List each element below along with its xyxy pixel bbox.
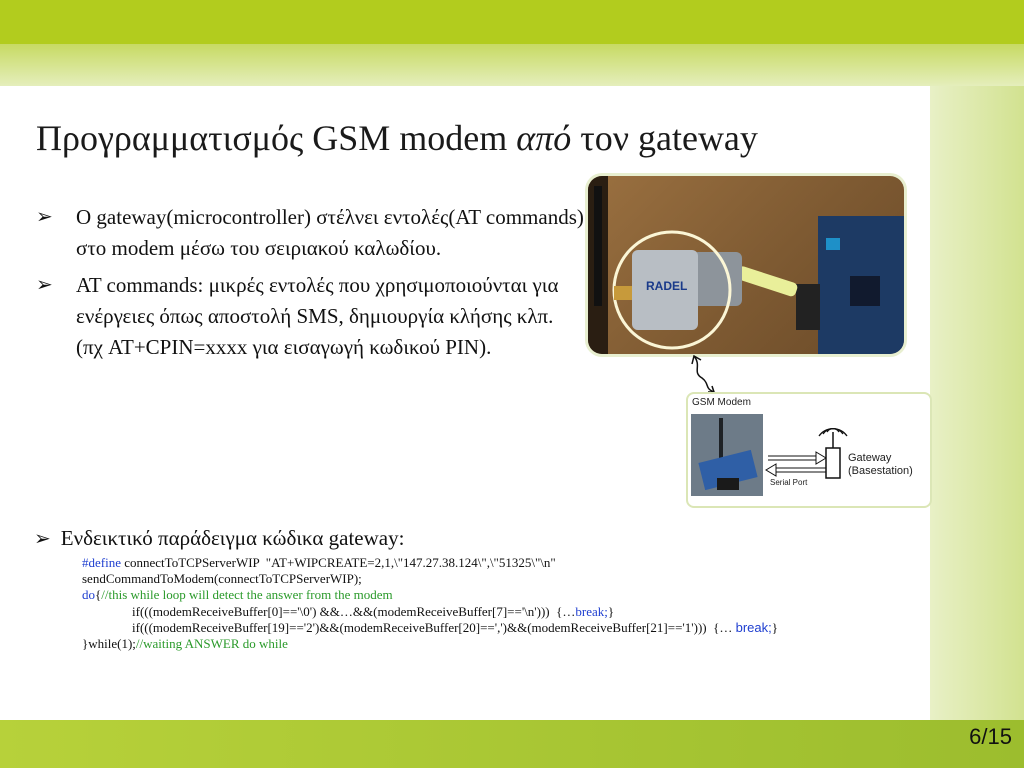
arrow-bullet-icon: ➢ [34,528,51,550]
code-line [82,571,778,587]
bullet-list [36,202,584,369]
side-band [930,86,1024,720]
title-end: τον gateway [580,118,758,158]
code-comment: //waiting ANSWER do while [135,636,288,652]
page-number: 6/15 [969,724,1012,749]
header-fade [0,44,1024,88]
code-text: sendCommandToModem(connectToTCPServerWIP); [82,571,362,587]
example-heading [34,526,404,551]
code-comment: //this while loop will detect the answer from the modem [101,587,393,603]
code-text: }while(1); [82,636,136,652]
code-text: if(((modemReceiveBuffer[0]=='\0') &&…&&(modemReceiveBuffer[7]=='\n'))) {… [132,603,576,619]
code-keyword: #define [82,555,121,570]
code-text: connectToTCPServerWIP "AT+WIPCREATE=2,1,\"147.27.38.124\",\"51325\"\n" [120,555,556,570]
title-main: Προγραμματισμός GSM modem [36,118,508,158]
code-text: } [607,603,615,619]
gsm-diagram [686,392,932,508]
gateway-label-line1: Gateway [848,452,892,464]
serial-port-label: Serial Port [770,478,808,487]
hardware-photo [588,176,904,354]
code-keyword: do [82,587,95,603]
connector-arrow-icon [690,354,730,396]
title-italic: από [516,118,572,158]
arrow-bullet-icon: ➢ [36,274,53,296]
gateway-label [848,452,913,478]
code-text: } [771,619,778,635]
diagram-title: GSM Modem [692,397,751,408]
code-text: { [95,587,102,603]
footer-band [0,720,1024,768]
diagram-lines [688,394,930,506]
radel-label: RADEL [646,279,688,293]
code-block [82,555,778,652]
bullet-item [36,270,584,363]
example-heading-text: Ενδεικτικό παράδειγμα κώδικα gateway: [60,526,405,550]
code-line [82,620,778,636]
gateway-label-line2: (Basestation) [848,465,913,477]
hardware-photo-drawing [588,176,904,354]
code-line [82,587,778,603]
code-line [82,636,778,652]
code-line [82,555,778,571]
bullet-text: Ο gateway(microcontroller) στέλνει εντολές(AT commands) στο modem μέσω του σειριακού καλωδίου. [76,205,584,260]
code-keyword: break; [575,603,608,619]
arrow-bullet-icon: ➢ [36,206,53,228]
code-line [82,604,778,620]
code-keyword: break; [735,619,772,635]
bullet-text: AT commands: μικρές εντολές που χρησιμοποιούνται για ενέργειες όπως αποστολή SMS, δημιουργία κλήσης κλπ. (πχ AT+CPIN=xxxx για εισαγωγή κωδικού PIN). [76,273,559,359]
slide-title [36,117,758,159]
header-band [0,0,1024,44]
bullet-item [36,202,584,264]
code-text: if(((modemReceiveBuffer[19]=='2')&&(modemReceiveBuffer[20]==',')&&(modemReceiveBuffer[21]=='1'))) {… [132,619,736,635]
